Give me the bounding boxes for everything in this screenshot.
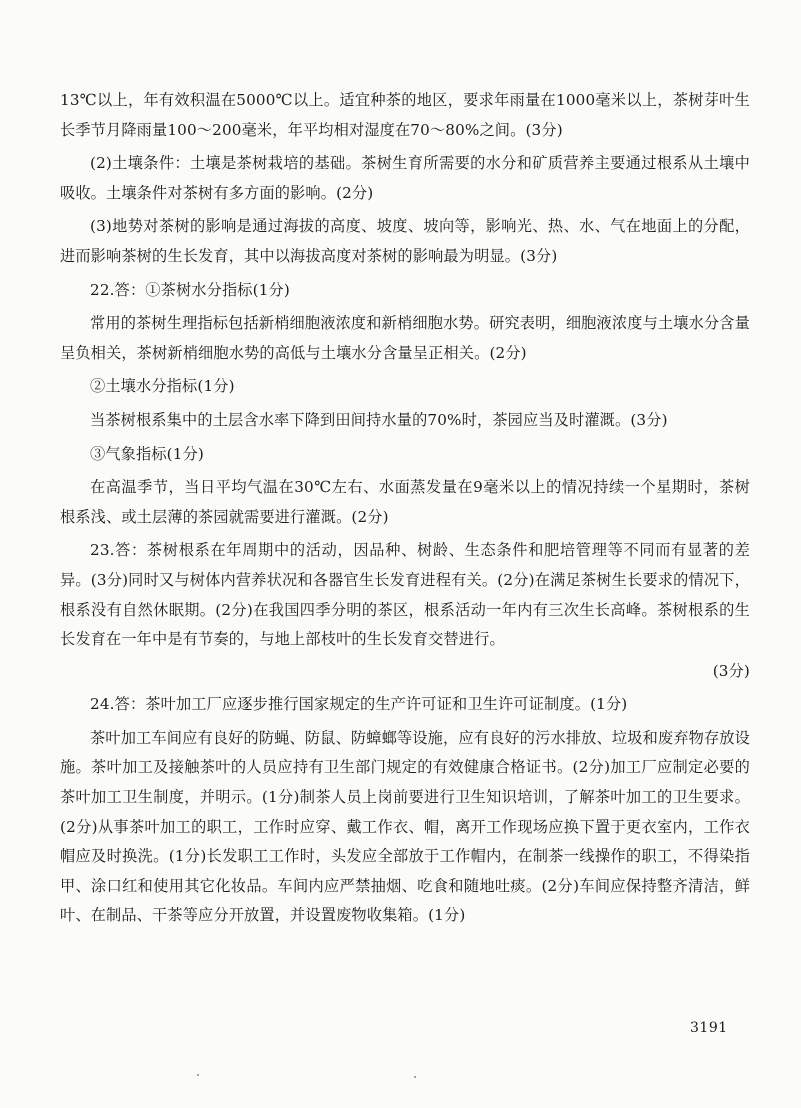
answer-24-paragraph: 茶叶加工车间应有良好的防蝇、防鼠、防蟑螂等设施，应有良好的污水排放、垃圾和废弃物存放设施。茶叶加工及接触茶叶的人员应持有卫生部门规定的有效健康合格证书。(2分)加工厂应制定必要的茶叶加工卫生制度，并明示。(1分)制茶人员上岗前要进行卫生知识培训，了解茶叶加工的卫生要求。(2分)从事茶叶加工的职工，工作时应穿、戴工作衣、帽，离开工作现场应换下置于更衣室内，工作衣帽应及时换洗。(1分)长发职工工作时，头发应全部放于工作帽内，在制茶一线操作的职工，不得染指甲、涂口红和使用其它化妆品。车间内应严禁抽烟、吃食和随地吐痰。(2分)车间应保持整齐清洁，鲜叶、在制品、干茶等应分开放置，并设置废物收集箱。(1分) [60, 728, 750, 925]
soil-water-index-heading: ②土壤水分指标(1分) [90, 377, 235, 396]
answer-23-score: (3分) [712, 661, 750, 680]
answer-22-heading: 22.答：①茶树水分指标(1分) [90, 280, 290, 299]
answer-text-block [60, 86, 750, 935]
scan-speck [414, 1076, 416, 1078]
scan-speck [197, 1074, 199, 1076]
paragraph-climate-conditions: 13℃以上，年有效积温在5000℃以上。适宜种茶的地区，要求年雨量在1000毫米以上，茶树芽叶生长季节月降雨量100～200毫米，年平均相对湿度在70～80%之间。(3分) [60, 91, 750, 139]
paragraph-terrain: (3)地势对茶树的影响是通过海拔的高度、坡度、坡向等，影响光、热、水、气在地面上的分配，进而影响茶树的生长发育，其中以海拔高度对茶树的影响最为明显。(3分) [60, 217, 750, 265]
paragraph-soil-conditions: (2)土壤条件：土壤是茶树栽培的基础。茶树生育所需要的水分和矿质营养主要通过根系从土壤中吸收。土壤条件对茶树有多方面的影响。(2分) [60, 154, 750, 202]
paragraph-physiological-index: 常用的茶树生理指标包括新梢细胞液浓度和新梢细胞水势。研究表明，细胞液浓度与土壤水分含量呈负相关，茶树新梢细胞水势的高低与土壤水分含量呈正相关。(2分) [60, 314, 750, 362]
page-number: 3191 [690, 1020, 728, 1036]
answer-23-paragraph: 23.答：茶树根系在年周期中的活动，因品种、树龄、生态条件和肥培管理等不同而有显著的差异。(3分)同时又与树体内营养状况和各器官生长发育进程有关。(2分)在满足茶树生长要求的情况下，根系没有自然休眠期。(2分)在我国四季分明的茶区，根系活动一年内有三次生长高峰。茶树根系的生长发育在一年中是有节奏的，与地上部枝叶的生长发育交替进行。 [60, 541, 750, 649]
meteorological-index-heading: ③气象指标(1分) [90, 444, 204, 463]
answer-24-heading: 24.答：茶叶加工厂应逐步推行国家规定的生产许可证和卫生许可证制度。(1分) [90, 695, 628, 714]
paragraph-meteorological: 在高温季节，当日平均气温在30℃左右、水面蒸发量在9毫米以上的情况持续一个星期时，茶树根系浅、或土层薄的茶园就需要进行灌溉。(2分) [60, 478, 750, 526]
paragraph-soil-water: 当茶树根系集中的土层含水率下降到田间持水量的70%时，茶园应当及时灌溉。(3分) [90, 410, 668, 429]
